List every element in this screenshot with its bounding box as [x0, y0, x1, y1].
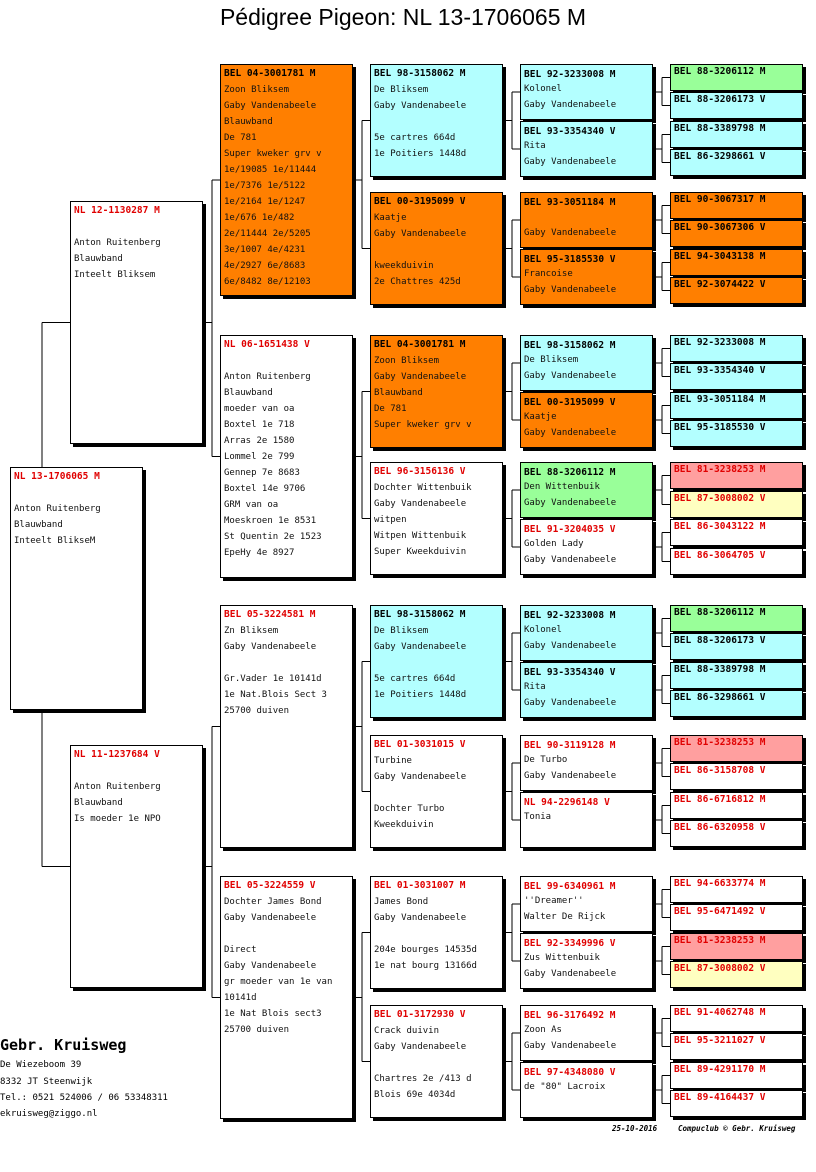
ring-number: BEL 88-3389798 M — [674, 664, 766, 675]
ring-number: BEL 93-3354340 V — [674, 365, 766, 376]
ring-number: BEL 04-3001781 M — [374, 339, 466, 350]
pedigree-a21 — [670, 735, 803, 762]
pigeon-info-line: Gaby Vandenabeele — [374, 101, 467, 111]
pigeon-info-line: Francoise — [524, 269, 573, 279]
pigeon-info-line: Dochter Wittenbuik — [374, 483, 472, 493]
ring-number: BEL 87-3008002 V — [674, 963, 766, 974]
ring-number: BEL 98-3158062 M — [524, 340, 616, 351]
pigeon-info-line — [374, 655, 499, 671]
pigeon-info-line: Gaby Vandenabeele — [524, 285, 617, 295]
ring-number: BEL 86-3064705 V — [674, 550, 766, 561]
pigeon-info-line: Blauwband — [374, 388, 423, 398]
pigeon-info-line: Boxtel 1e 718 — [224, 420, 295, 430]
pigeon-info-line: kweekduivin — [374, 261, 434, 271]
pedigree-g15 — [520, 1005, 653, 1061]
pedigree-a1 — [670, 64, 803, 91]
ring-number: NL 12-1130287 M — [74, 205, 160, 216]
pigeon-info-line: De Bliksem — [374, 626, 429, 636]
pigeon-info-line: 5e cartres 664d — [374, 674, 456, 684]
ring-number: BEL 86-3298661 V — [674, 151, 766, 162]
ring-number: BEL 91-4062748 M — [674, 1007, 766, 1018]
pedigree-a5 — [670, 192, 803, 219]
pigeon-info-line — [224, 353, 349, 369]
pigeon-info-line: 5e cartres 664d — [374, 133, 456, 143]
ring-number: BEL 89-4291170 M — [674, 1064, 766, 1075]
pigeon-info-line: Gaby Vandenabeele — [524, 100, 617, 110]
pedigree-a32 — [670, 1090, 803, 1117]
breeder-email: ekruisweg@ziggo.nl — [0, 1109, 98, 1119]
pigeon-info-line: De Turbo — [524, 755, 568, 765]
footer-date: 25-10-2016 — [612, 1124, 658, 1133]
pigeon-info-line — [524, 210, 649, 226]
pedigree-ds — [220, 605, 353, 848]
pigeon-info-line: 1e/19085 1e/11444 — [224, 165, 317, 175]
pigeon-info-line: 1e Poitiers 1448d — [374, 690, 467, 700]
pigeon-info-line: Gaby Vandenabeele — [524, 157, 617, 167]
pigeon-info-line: Gaby Vandenabeele — [374, 642, 467, 652]
pedigree-a28 — [670, 961, 803, 988]
pigeon-info-line: Gr.Vader 1e 10141d — [224, 674, 322, 684]
footer-club: Compuclub © Gebr. Kruisweg — [678, 1124, 796, 1133]
ring-number: BEL 88-3206173 V — [674, 635, 766, 646]
pigeon-info-line: Blauwband — [224, 388, 273, 398]
pigeon-info-line: 1e/676 1e/482 — [224, 213, 295, 223]
pigeon-info-line: Gaby Vandenabeele — [224, 642, 317, 652]
pigeon-info-line — [74, 763, 199, 779]
ring-number: BEL 99-6340961 M — [524, 881, 616, 892]
pigeon-info-line: 1e Poitiers 1448d — [374, 149, 467, 159]
pedigree-a24 — [670, 820, 803, 847]
pedigree-g3 — [520, 192, 653, 248]
ring-number: BEL 01-3031007 M — [374, 880, 466, 891]
pigeon-info-line: St Quentin 2e 1523 — [224, 532, 322, 542]
pigeon-info-line: Gennep 7e 8683 — [224, 468, 300, 478]
pigeon-info-line: 1e/2164 1e/1247 — [224, 197, 306, 207]
pigeon-info-line: De Bliksem — [374, 85, 429, 95]
ring-number: NL 06-1651438 V — [224, 339, 310, 350]
pedigree-a12 — [670, 420, 803, 447]
pedigree-a30 — [670, 1033, 803, 1060]
pedigree-a29 — [670, 1005, 803, 1032]
ring-number: BEL 89-4164437 V — [674, 1092, 766, 1103]
pedigree-g5 — [520, 335, 653, 391]
pedigree-ssd — [370, 192, 503, 305]
pigeon-info-line: Kaatje — [374, 213, 407, 223]
pigeon-info-line: Blois 69e 4034d — [374, 1090, 456, 1100]
pigeon-info-line — [74, 219, 199, 235]
pedigree-dd — [220, 876, 353, 1119]
pigeon-info-line: 1e Nat Blois sect3 — [224, 1009, 322, 1019]
pigeon-info-line: Moeskroen 1e 8531 — [224, 516, 317, 526]
ring-number: BEL 88-3206112 M — [674, 66, 766, 77]
ring-number: BEL 96-3156136 V — [374, 466, 466, 477]
pigeon-info-line: Anton Ruitenberg — [74, 238, 161, 248]
pedigree-g11 — [520, 735, 653, 791]
pigeon-info-line: Gaby Vandenabeele — [374, 1042, 467, 1052]
pedigree-a8 — [670, 277, 803, 304]
pigeon-info-line: De 781 — [224, 133, 257, 143]
pigeon-info-line: Dochter James Bond — [224, 897, 322, 907]
pedigree-a16 — [670, 548, 803, 575]
ring-number: BEL 91-3204035 V — [524, 524, 616, 535]
pigeon-info-line: Zn Bliksem — [224, 626, 279, 636]
pedigree-subject — [10, 467, 143, 710]
pedigree-a6 — [670, 220, 803, 247]
pigeon-info-line: Anton Ruitenberg — [224, 372, 311, 382]
pedigree-sire — [70, 201, 203, 444]
ring-number: BEL 98-3158062 M — [374, 68, 466, 79]
pigeon-info-line: Boxtel 14e 9706 — [224, 484, 306, 494]
pigeon-info-line: Super kweker grv v — [224, 149, 322, 159]
ring-number: BEL 87-3008002 V — [674, 493, 766, 504]
pedigree-a22 — [670, 763, 803, 790]
pedigree-a2 — [670, 92, 803, 119]
ring-number: BEL 93-3354340 V — [524, 126, 616, 137]
pigeon-info-line: Zoon Bliksem — [374, 356, 440, 366]
ring-number: BEL 95-3211027 V — [674, 1035, 766, 1046]
ring-number: BEL 88-3206173 V — [674, 94, 766, 105]
ring-number: BEL 96-3176492 M — [524, 1010, 616, 1021]
ring-number: BEL 86-3298661 V — [674, 692, 766, 703]
ring-number: BEL 98-3158062 M — [374, 609, 466, 620]
ring-number: BEL 00-3195099 V — [374, 196, 466, 207]
pigeon-info-line: Anton Ruitenberg — [14, 504, 101, 514]
pedigree-g2 — [520, 121, 653, 177]
pigeon-info-line: 25700 duiven — [224, 706, 290, 716]
pedigree-sd — [220, 335, 353, 578]
pedigree-a25 — [670, 876, 803, 903]
pigeon-info-line: Direct — [224, 945, 257, 955]
pedigree-a15 — [670, 519, 803, 546]
pigeon-info-line: Zoon Bliksem — [224, 85, 290, 95]
pigeon-info-line: Anton Ruitenberg — [74, 782, 161, 792]
pigeon-info-line: Super kweker grv v — [374, 420, 472, 430]
pigeon-info-line: Kweekduivin — [374, 820, 434, 830]
pigeon-info-line: Blauwband — [74, 798, 123, 808]
pigeon-info-line: Gaby Vandenabeele — [524, 1041, 617, 1051]
breeder-phone: Tel.: 0521 524006 / 06 53348311 — [0, 1093, 168, 1103]
pigeon-info-line: 3e/1007 4e/4231 — [224, 245, 306, 255]
ring-number: NL 11-1237684 V — [74, 749, 160, 760]
pedigree-a11 — [670, 392, 803, 419]
ring-number: NL 94-2296148 V — [524, 797, 610, 808]
pedigree-dss — [370, 605, 503, 718]
pigeon-info-line: 1e nat bourg 13166d — [374, 961, 477, 971]
ring-number: BEL 97-4348080 V — [524, 1067, 616, 1078]
pedigree-a7 — [670, 249, 803, 276]
ring-number: BEL 90-3067317 M — [674, 194, 766, 205]
pigeon-info-line: de "80" Lacroix — [524, 1082, 606, 1092]
pedigree-g1 — [520, 64, 653, 120]
pedigree-g7 — [520, 462, 653, 518]
pedigree-g16 — [520, 1062, 653, 1118]
ring-number: BEL 86-3158708 V — [674, 765, 766, 776]
pigeon-info-line: Gaby Vandenabeele — [524, 428, 617, 438]
pedigree-a4 — [670, 149, 803, 176]
ring-number: NL 13-1706065 M — [14, 471, 100, 482]
pigeon-info-line: Gaby Vandenabeele — [374, 913, 467, 923]
pigeon-info-line: Gaby Vandenabeele — [524, 228, 617, 238]
pedigree-dds — [370, 876, 503, 989]
ring-number: BEL 86-3043122 M — [674, 521, 766, 532]
pigeon-info-line: Gaby Vandenabeele — [224, 913, 317, 923]
ring-number: BEL 04-3001781 M — [224, 68, 316, 79]
pigeon-info-line: 1e/7376 1e/5122 — [224, 181, 306, 191]
pedigree-sss — [370, 64, 503, 177]
ring-number: BEL 05-3224559 V — [224, 880, 316, 891]
ring-number: BEL 86-6320958 V — [674, 822, 766, 833]
pigeon-info-line: 2e Chattres 425d — [374, 277, 461, 287]
page-title: Pédigree Pigeon: NL 13-1706065 M — [219, 4, 587, 30]
pigeon-info-line: Gaby Vandenabeele — [224, 961, 317, 971]
ring-number: BEL 92-3233008 M — [524, 69, 616, 80]
pigeon-info-line: Rita — [524, 141, 546, 151]
pedigree-ss — [220, 64, 353, 296]
ring-number: BEL 86-6716812 M — [674, 794, 766, 805]
pigeon-info-line: Walter De Rijck — [524, 912, 606, 922]
ring-number: BEL 00-3195099 V — [524, 397, 616, 408]
pigeon-info-line: Gaby Vandenabeele — [374, 372, 467, 382]
pigeon-info-line: moeder van oa — [224, 404, 295, 414]
pigeon-info-line: Arras 2e 1580 — [224, 436, 295, 446]
pigeon-info-line: Gaby Vandenabeele — [524, 498, 617, 508]
pedigree-dsd — [370, 735, 503, 848]
pigeon-info-line: gr moeder van 1e van — [224, 977, 333, 987]
ring-number: BEL 93-3051184 M — [524, 197, 616, 208]
pedigree-a26 — [670, 904, 803, 931]
pigeon-info-line: GRM van oa — [224, 500, 279, 510]
pedigree-a31 — [670, 1062, 803, 1089]
pigeon-info-line: 6e/8482 8e/12103 — [224, 277, 311, 287]
pigeon-info-line — [374, 242, 499, 258]
pedigree-sdd — [370, 462, 503, 575]
pigeon-info-line: De 781 — [374, 404, 407, 414]
pigeon-info-line: Gaby Vandenabeele — [524, 698, 617, 708]
pigeon-info-line: Golden Lady — [524, 539, 584, 549]
ring-number: BEL 94-6633774 M — [674, 878, 766, 889]
pigeon-info-line: Gaby Vandenabeele — [524, 371, 617, 381]
breeder-name: Gebr. Kruisweg — [0, 1036, 127, 1054]
pigeon-info-line: Kolonel — [524, 84, 562, 94]
pigeon-info-line: Chartres 2e /413 d — [374, 1074, 472, 1084]
ring-number: BEL 81-3238253 M — [674, 935, 766, 946]
pigeon-info-line: Kolonel — [524, 625, 562, 635]
ring-number: BEL 01-3031015 V — [374, 739, 466, 750]
pedigree-g12 — [520, 792, 653, 848]
ring-number: BEL 92-3233008 M — [674, 337, 766, 348]
pigeon-info-line: Den Wittenbuik — [524, 482, 600, 492]
pedigree-ddd — [370, 1005, 503, 1118]
ring-number: BEL 92-3074422 V — [674, 279, 766, 290]
breeder-city: 8332 JT Steenwijk — [0, 1077, 93, 1087]
pedigree-a13 — [670, 462, 803, 489]
pedigree-a27 — [670, 933, 803, 960]
pigeon-info-line: Dochter Turbo — [374, 804, 445, 814]
pigeon-info-line: Rita — [524, 682, 546, 692]
ring-number: BEL 92-3349996 V — [524, 938, 616, 949]
pigeon-info-line: Zoon As — [524, 1025, 562, 1035]
ring-number: BEL 88-3206112 M — [674, 607, 766, 618]
pigeon-info-line: 25700 duiven — [224, 1025, 290, 1035]
pigeon-info-line: Gaby Vandenabeele — [524, 555, 617, 565]
pigeon-info-line: 1e Nat.Blois Sect 3 — [224, 690, 327, 700]
pigeon-info-line: Gaby Vandenabeele — [374, 772, 467, 782]
ring-number: BEL 88-3389798 M — [674, 123, 766, 134]
pigeon-info-line: witpen — [374, 515, 407, 525]
pigeon-info-line: Crack duivin — [374, 1026, 440, 1036]
pigeon-info-line: Kaatje — [524, 412, 557, 422]
ring-number: BEL 90-3119128 M — [524, 740, 616, 751]
pigeon-info-line: Blauwband — [74, 254, 123, 264]
pedigree-a9 — [670, 335, 803, 362]
pigeon-info-line: Gaby Vandenabeele — [374, 499, 467, 509]
pigeon-info-line: Gaby Vandenabeele — [524, 969, 617, 979]
pigeon-info-line: Inteelt Bliksem — [74, 270, 156, 280]
pedigree-g9 — [520, 605, 653, 661]
pigeon-info-line: 2e/11444 2e/5205 — [224, 229, 311, 239]
pigeon-info-line: Zus Wittenbuik — [524, 953, 600, 963]
pedigree-dam — [70, 745, 203, 988]
pigeon-info-line — [374, 114, 499, 130]
pigeon-info-line: De Bliksem — [524, 355, 579, 365]
pedigree-g6 — [520, 392, 653, 448]
ring-number: BEL 90-3067306 V — [674, 222, 766, 233]
pigeon-info-line: 204e bourges 14535d — [374, 945, 477, 955]
pigeon-info-line: 4e/2927 6e/8683 — [224, 261, 306, 271]
pigeon-info-line: Blauwband — [14, 520, 63, 530]
ring-number: BEL 88-3206112 M — [524, 467, 616, 478]
pedigree-sds — [370, 335, 503, 448]
pedigree-a20 — [670, 690, 803, 717]
ring-number: BEL 81-3238253 M — [674, 737, 766, 748]
pigeon-info-line: ''Dreamer'' — [524, 896, 584, 906]
pedigree-a14 — [670, 491, 803, 518]
pedigree-g14 — [520, 933, 653, 989]
pedigree-g13 — [520, 876, 653, 932]
pigeon-info-line: Gaby Vandenabeele — [374, 229, 467, 239]
pigeon-info-line: 10141d — [224, 993, 257, 1003]
pigeon-info-line: Gaby Vandenabeele — [524, 771, 617, 781]
pigeon-info-line: Inteelt BlikseM — [14, 536, 96, 546]
pigeon-info-line — [224, 655, 349, 671]
pigeon-info-line: Lommel 2e 799 — [224, 452, 295, 462]
pigeon-info-line — [14, 485, 139, 501]
pigeon-info-line — [374, 926, 499, 942]
pedigree-g8 — [520, 519, 653, 575]
ring-number: BEL 01-3172930 V — [374, 1009, 466, 1020]
ring-number: BEL 95-3185530 V — [524, 254, 616, 265]
pigeon-info-line — [224, 926, 349, 942]
pigeon-info-line: Blauwband — [224, 117, 273, 127]
pedigree-a17 — [670, 605, 803, 632]
ring-number: BEL 81-3238253 M — [674, 464, 766, 475]
pigeon-info-line: Gaby Vandenabeele — [224, 101, 317, 111]
ring-number: BEL 95-3185530 V — [674, 422, 766, 433]
pedigree-a10 — [670, 363, 803, 390]
pigeon-info-line: EpeHy 4e 8927 — [224, 548, 295, 558]
pigeon-info-line: Witpen Wittenbuik — [374, 531, 467, 541]
pigeon-info-line — [374, 785, 499, 801]
pigeon-info-line: James Bond — [374, 897, 429, 907]
pigeon-info-line: Super Kweekduivin — [374, 547, 467, 557]
ring-number: BEL 93-3354340 V — [524, 667, 616, 678]
pedigree-a19 — [670, 662, 803, 689]
pigeon-info-line: Turbine — [374, 756, 412, 766]
breeder-address: De Wiezeboom 39 — [0, 1060, 82, 1070]
ring-number: BEL 05-3224581 M — [224, 609, 316, 620]
pedigree-a23 — [670, 792, 803, 819]
pedigree-g10 — [520, 662, 653, 718]
pigeon-info-line — [524, 826, 649, 842]
pigeon-info-line: Is moeder 1e NPO — [74, 814, 161, 824]
ring-number: BEL 93-3051184 M — [674, 394, 766, 405]
pigeon-info-line: Tonia — [524, 812, 552, 822]
ring-number: BEL 92-3233008 M — [524, 610, 616, 621]
ring-number: BEL 95-6471492 V — [674, 906, 766, 917]
ring-number: BEL 94-3043138 M — [674, 251, 766, 262]
pedigree-g4 — [520, 249, 653, 305]
pigeon-info-line: Gaby Vandenabeele — [524, 641, 617, 651]
pigeon-info-line — [374, 1055, 499, 1071]
pedigree-a18 — [670, 633, 803, 660]
pedigree-a3 — [670, 121, 803, 148]
